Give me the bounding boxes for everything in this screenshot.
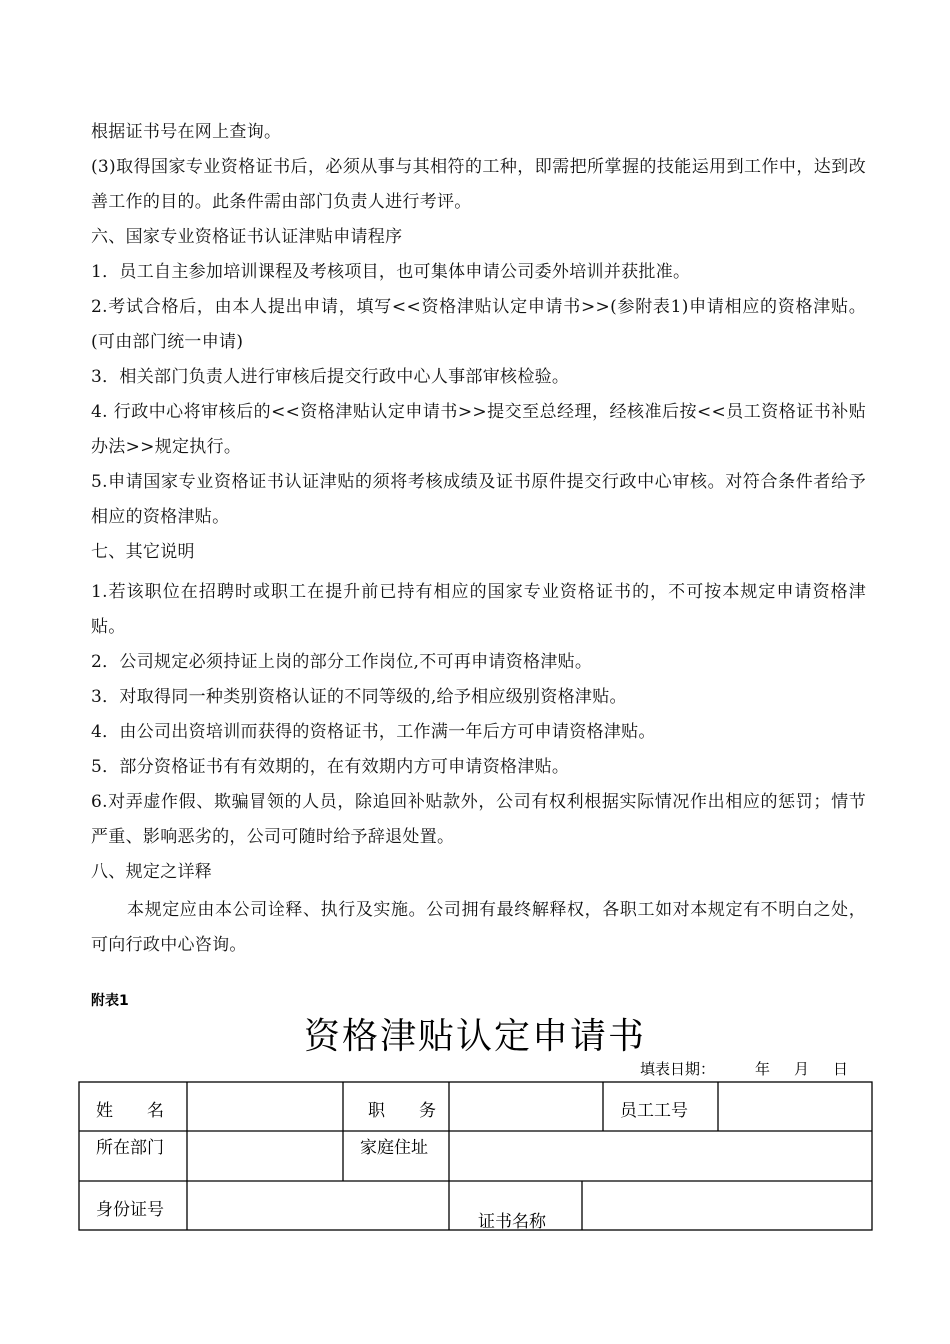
paragraph-procedure-4: 4. 行政中心将审核后的<<资格津贴认定申请书>>提交至总经理，经核准后按<<员工资格证书补贴办法>>规定执行。 <box>91 402 866 457</box>
paragraph-other-2: 2．公司规定必须持证上岗的部分工作岗位,不可再申请资格津贴。 <box>91 652 593 672</box>
paragraph-other-4: 4．由公司出资培训而获得的资格证书，工作满一年后方可申请资格津贴。 <box>91 722 656 742</box>
paragraph-procedure-3: 3．相关部门负责人进行审核后提交行政中心人事部审核检验。 <box>91 367 570 387</box>
fill-date-day: 日 <box>833 1060 849 1078</box>
label-id-number: 身份证号 <box>96 1200 164 1220</box>
section-heading-7: 七、其它说明 <box>91 542 195 562</box>
fill-date-year: 年 <box>755 1060 771 1078</box>
label-home-address: 家庭住址 <box>360 1138 428 1158</box>
paragraph-procedure-1: 1．员工自主参加培训课程及考核项目，也可集体申请公司委外培训并获批准。 <box>91 262 691 282</box>
paragraph-other-3: 3．对取得同一种类别资格认证的不同等级的,给予相应级别资格津贴。 <box>91 687 627 707</box>
paragraph-interpretation: 本规定应由本公司诠释、执行及实施。公司拥有最终解释权，各职工如对本规定有不明白之处，可向行政中心咨询。 <box>91 900 866 955</box>
section-heading-8: 八、规定之详释 <box>91 862 213 882</box>
paragraph-other-1: 1.若该职位在招聘时或职工在提升前已持有相应的国家专业资格证书的，不可按本规定申请资格津贴。 <box>91 582 866 637</box>
fill-date-label: 填表日期： <box>640 1060 716 1078</box>
appendix-label: 附表1 <box>91 993 129 1009</box>
paragraph-condition-3: (3)取得国家专业资格证书后，必须从事与其相符的工种，即需把所掌握的技能运用到工作中，达到改善工作的目的。此条件需由部门负责人进行考评。 <box>91 157 866 212</box>
label-employee-id: 员工工号 <box>620 1101 688 1121</box>
fill-date-month: 月 <box>794 1060 810 1078</box>
label-name: 姓 名 <box>96 1101 164 1121</box>
paragraph-procedure-5: 5.申请国家专业资格证书认证津贴的须将考核成绩及证书原件提交行政中心审核。对符合条件者给予相应的资格津贴。 <box>91 472 866 527</box>
label-department: 所在部门 <box>96 1138 164 1158</box>
label-position: 职 务 <box>368 1101 436 1121</box>
paragraph-procedure-2: 2.考试合格后，由本人提出申请，填写<<资格津贴认定申请书>>(参附表1)申请相应的资格津贴。(可由部门统一申请) <box>91 297 866 352</box>
paragraph-query-online: 根据证书号在网上查询。 <box>91 122 282 142</box>
paragraph-other-6: 6.对弄虚作假、欺骗冒领的人员，除追回补贴款外，公司有权利根据实际情况作出相应的惩罚；情节严重、影响恶劣的，公司可随时给予辞退处置。 <box>91 792 866 847</box>
section-heading-6: 六、国家专业资格证书认证津贴申请程序 <box>91 227 403 247</box>
label-certificate-name: 证书名称 <box>478 1212 546 1232</box>
paragraph-other-5: 5．部分资格证书有有效期的，在有效期内方可申请资格津贴。 <box>91 757 570 777</box>
form-title: 资格津贴认定申请书 <box>303 1016 646 1057</box>
